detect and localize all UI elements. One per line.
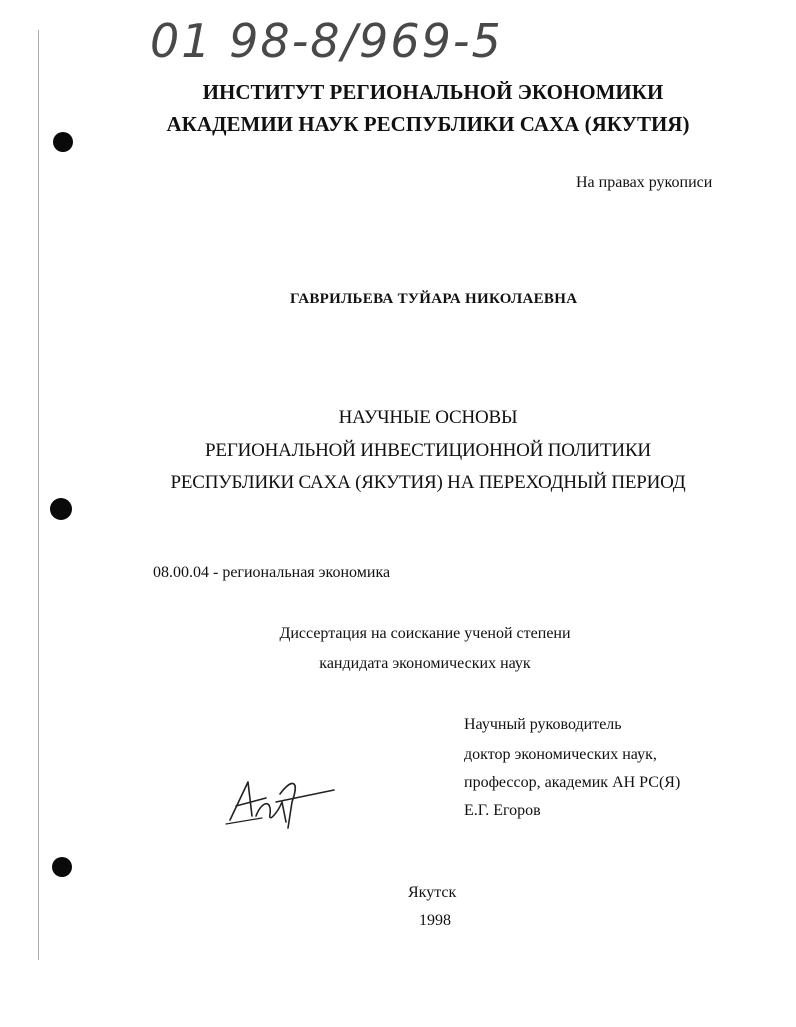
thesis-title-line-1: НАУЧНЫЕ ОСНОВЫ [338,407,518,428]
degree-line-2: кандидата экономических наук [319,655,531,672]
supervisor-name: Е.Г. Егоров [464,802,541,819]
punch-hole-middle [50,498,72,520]
manuscript-rights-note: На правах рукописи [576,174,713,191]
specialty-code: 08.00.04 - региональная экономика [153,564,391,581]
institute-name-line-2: АКАДЕМИИ НАУК РЕСПУБЛИКИ САХА (ЯКУТИЯ) [166,112,690,136]
institute-name-line-1: ИНСТИТУТ РЕГИОНАЛЬНОЙ ЭКОНОМИКИ [202,80,664,104]
degree-line-1: Диссертация на соискание ученой степени [279,625,571,642]
scan-margin-line [38,30,39,960]
supervisor-degree: доктор экономических наук, [464,746,657,763]
thesis-title-line-3: РЕСПУБЛИКИ САХА (ЯКУТИЯ) НА ПЕРЕХОДНЫЙ ПЕРИОД [170,472,686,493]
author-name: ГАВРИЛЬЕВА ТУЙАРА НИКОЛАЕВНА [290,291,578,307]
author-signature [222,772,342,832]
handwritten-catalog-number: 01 98-8/969-5 [150,14,503,68]
year: 1998 [419,912,451,929]
city: Якутск [408,884,457,901]
supervisor-title: профессор, академик АН РС(Я) [464,774,681,791]
punch-hole-bottom [52,857,72,877]
supervisor-role: Научный руководитель [464,716,622,733]
thesis-title-line-2: РЕГИОНАЛЬНОЙ ИНВЕСТИЦИОННОЙ ПОЛИТИКИ [205,440,651,461]
